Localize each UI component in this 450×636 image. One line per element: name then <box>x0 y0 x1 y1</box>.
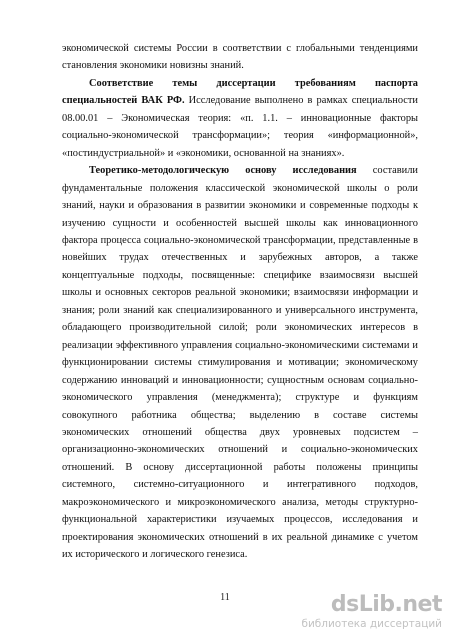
paragraph-methodology <box>62 162 418 563</box>
document-page <box>62 40 418 564</box>
paragraph-text: составили фундаментальные положения классической экономической школы о роли знаний, науки и образования в развитии экономики и современные подходы к изучению сущности и особенностей высшей школы как инновационного фактора процесса социально-экономической трансформации, представленные в новейших трудах отечественных и зарубежных авторов, а также концептуальные подходы, посвященные: специфике взаимосвязи высшей школы и основных секторов реальной экономики; взаимосвязи информации и знания; роли знаний как специализированного и универсального инструмента, обладающего производительной силой; роли экономических интересов в реализации эффективного управления социально-экономическими системами и функционировании системы стимулирования и мотивации; экономическому содержанию инноваций и инновационности; сущностным основам социально-экономического управления (менеджмента); структуре и функциям совокупного работника общества; выделению в составе системы экономических отношений общества двух уровневых подсистем – организационно-экономических отношений и социально-экономических отношений. В основу диссертационной работы положены принципы системного, системно-ситуационного и интегративного подходов, макроэкономического и микроэкономического анализа, методы структурно-функциональной характеристики изучаемых процессов, исследования и проектирования экономических отношений в их реальной динамике с учетом их исторического и логического генезиса. <box>62 165 418 561</box>
paragraph-text: экономической системы России в соответствии с глобальными тенденциями становления экономики новизны знаний. <box>62 43 418 72</box>
watermark-subtitle: библиотека диссертаций <box>301 618 442 630</box>
paragraph-heading: Теоретико-методологическую основу исследования <box>89 165 357 177</box>
page-number: 11 <box>220 592 230 603</box>
watermark-logo: dsLib.net <box>330 592 442 617</box>
paragraph-specialty-correspondence <box>62 75 418 162</box>
watermark <box>301 592 448 636</box>
paragraph-heading: Соответствие темы диссертации требованиям паспорта специальностей ВАК РФ. <box>62 77 418 107</box>
paragraph-text: Исследование выполнено в рамках специальности 08.00.01 – Экономическая теория: «п. 1.1. – инновационные факторы социально-экономической трансформации»; теория «информационной», «постиндустриальной» и «экономики, основанной на знаниях». <box>62 95 418 159</box>
paragraph-continuation <box>62 40 418 75</box>
